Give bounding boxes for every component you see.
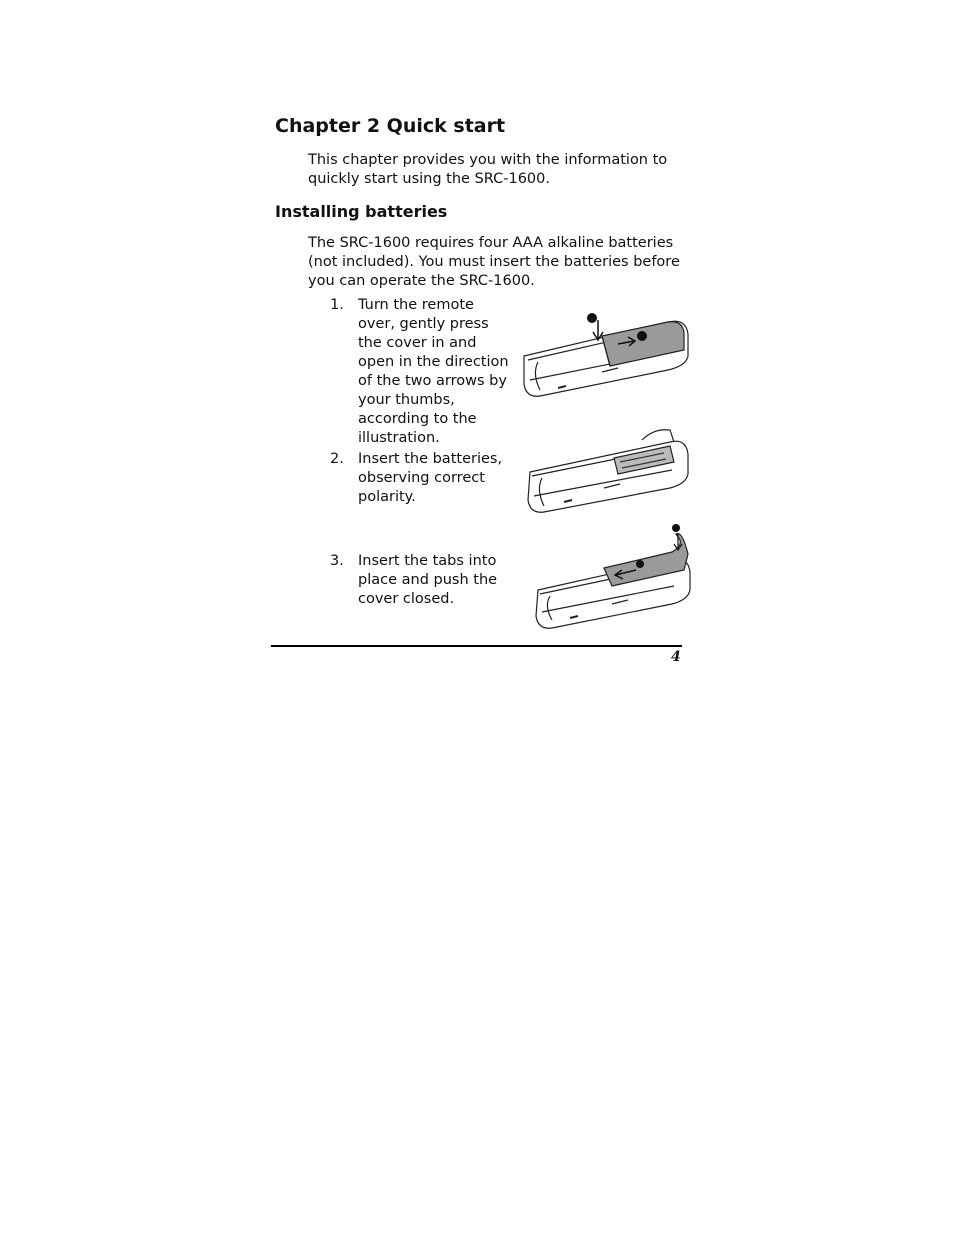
footer-rule [271, 645, 682, 647]
page-number: 4 [671, 649, 681, 665]
remote-open-cover-illustration [518, 308, 690, 400]
step-text: Insert the batteries, observing correct polarity. [358, 451, 503, 505]
step-text: Insert the tabs into place and push the cover closed. [358, 553, 498, 607]
chapter-title: Chapter 2 Quick start [275, 115, 506, 137]
step-text: Turn the remote over, gently press the cover in and open in the direction of the two arrows by your thumbs, according to the illustration. [358, 297, 509, 446]
step-number: 1. [330, 297, 344, 313]
section-title: Installing batteries [275, 202, 448, 221]
step-number: 2. [330, 451, 344, 467]
remote-insert-batteries-illustration [524, 426, 690, 516]
remote-close-cover-illustration [532, 520, 694, 632]
section-intro: The SRC-1600 requires four AAA alkaline batteries (not included). You must insert the batteries before you can operate the SRC-1600. [308, 235, 680, 289]
arrow-down-icon [587, 313, 603, 340]
step-number: 3. [330, 553, 344, 569]
chapter-intro: This chapter provides you with the information to quickly start using the SRC-1600. [308, 152, 668, 187]
